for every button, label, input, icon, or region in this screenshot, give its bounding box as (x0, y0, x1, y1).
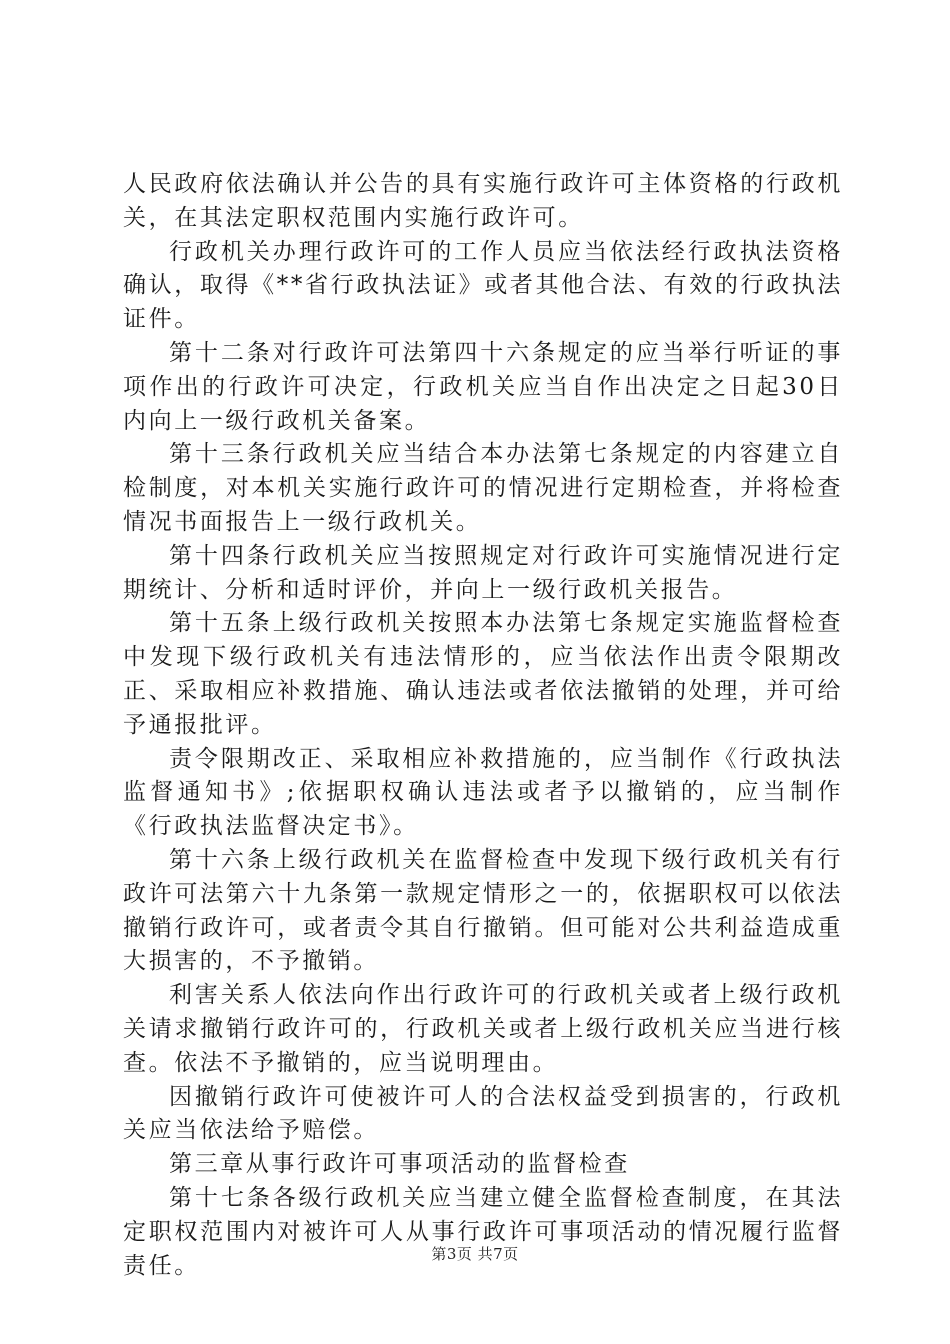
chapter-heading: 第三章从事行政许可事项活动的监督检查 (169, 1151, 630, 1178)
paragraph: 行政机关办理行政许可的工作人员应当依法经行政执法资格确认，取得《**省行政执法证》或者其他合法、有效的行政执法证件。 (123, 238, 843, 333)
paragraph: 第十七条各级行政机关应当建立健全监督检查制度，在其法定职权范围内对被许可人从事行政许可事项活动的情况履行监督责任。 (123, 1184, 843, 1279)
paragraph: 第十四条行政机关应当按照规定对行政许可实施情况进行定期统计、分析和适时评价，并向上一级行政机关报告。 (123, 542, 843, 603)
paragraph: 第十六条上级行政机关在监督检查中发现下级行政机关有行政许可法第六十九条第一款规定情形之一的，依据职权可以依法撤销行政许可，或者责令其自行撤销。但可能对公共利益造成重大损害的，不予撤销。 (123, 846, 843, 975)
paragraph: 责令限期改正、采取相应补救措施的，应当制作《行政执法监督通知书》;依据职权确认违法或者予以撤销的，应当制作《行政执法监督决定书》。 (123, 745, 843, 840)
document-body (123, 168, 843, 1283)
paragraph: 第十二条对行政许可法第四十六条规定的应当举行听证的事项作出的行政许可决定，行政机关应当自作出决定之日起30日内向上一级行政机关备案。 (123, 339, 843, 434)
paragraph: 第十三条行政机关应当结合本办法第七条规定的内容建立自检制度，对本机关实施行政许可的情况进行定期检查，并将检查情况书面报告上一级行政机关。 (123, 441, 843, 535)
paragraph: 利害关系人依法向作出行政许可的行政机关或者上级行政机关请求撤销行政许可的，行政机关或者上级行政机关应当进行核查。依法不予撤销的，应当说明理由。 (123, 982, 843, 1076)
paragraph: 第十五条上级行政机关按照本办法第七条规定实施监督检查中发现下级行政机关有违法情形的，应当依法作出责令限期改正、采取相应补救措施、确认违法或者依法撤销的处理，并可给予通报批评。 (123, 610, 843, 738)
paragraph: 因撤销行政许可使被许可人的合法权益受到损害的，行政机关应当依法给予赔偿。 (123, 1083, 843, 1144)
paragraph: 人民政府依法确认并公告的具有实施行政许可主体资格的行政机关，在其法定职权范围内实施行政许可。 (123, 171, 843, 231)
page-number-footer: 第3页 共7页 (431, 1245, 519, 1263)
